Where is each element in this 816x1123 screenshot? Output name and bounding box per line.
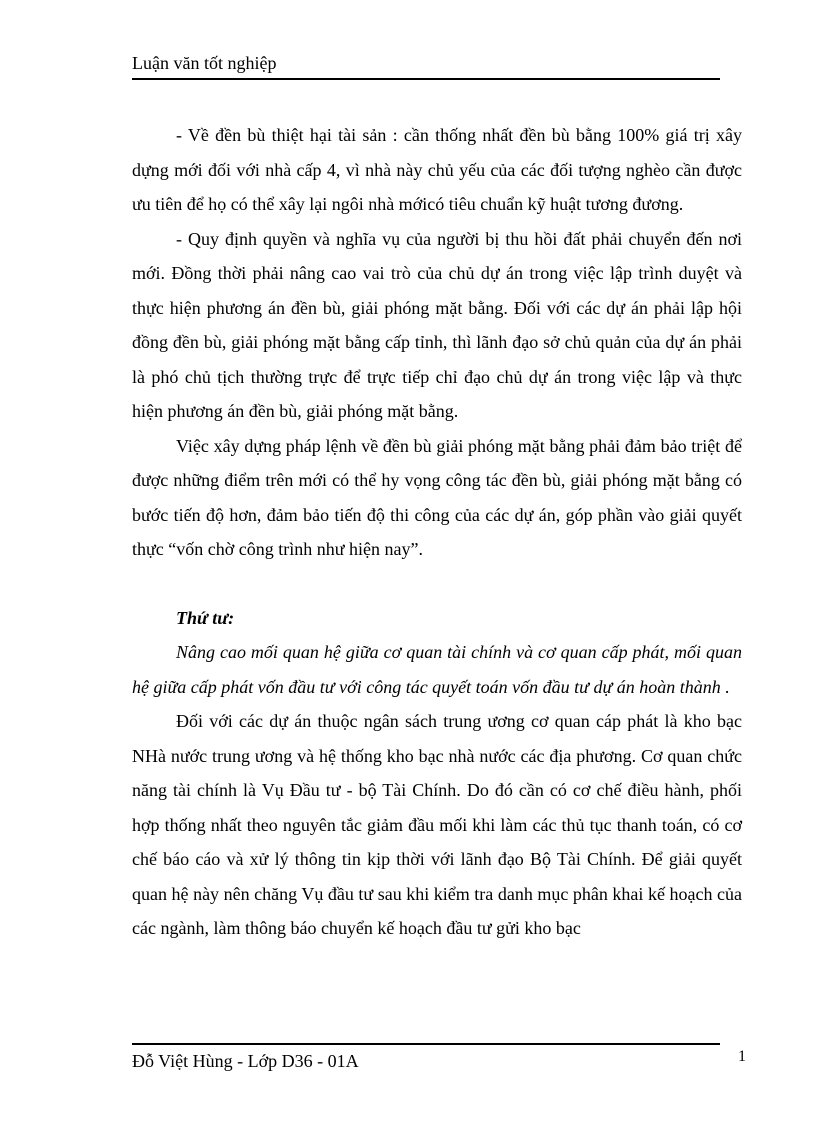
paragraph-treasury: Đối với các dự án thuộc ngân sách trung ương cơ quan cáp phát là kho bạc NHà nước trung ương và hệ thống kho bạc nhà nước các địa phương. Cơ quan chức năng tài chính là Vụ Đầu tư - bộ Tài Chính. Do đó cần có cơ chế điều hành, phối hợp thống nhất theo nguyên tắc giảm đầu mối khi làm các thủ tục thanh toán, có cơ chế báo cáo và xử lý thông tin kịp thời với lãnh đạo Bộ Tài Chính. Để giải quyết quan hệ này nên chăng Vụ đầu tư sau khi kiểm tra danh mục phân khai kế hoạch của các ngành, làm thông báo chuyển kế hoạch đầu tư gửi kho bạc xyxy=(132,711,742,938)
paragraph-compensation: - Về đền bù thiệt hại tài sản : cần thống nhất đền bù bằng 100% giá trị xây dựng mới đối với nhà cấp 4, vì nhà này chủ yếu của các đối tượng nghèo cần được ưu tiên để họ có thể xây lại ngôi nhà mớicó tiêu chuẩn kỹ huật tương đương. xyxy=(132,125,742,214)
footer-divider xyxy=(132,1043,720,1045)
paragraph-relationship: Nâng cao mối quan hệ giữa cơ quan tài chính và cơ quan cấp phát, mối quan hệ giữa cấp phát vốn đầu tư với công tác quyết toán vốn đầu tư dự án hoàn thành . xyxy=(132,642,742,697)
section-heading: Thứ tư: xyxy=(176,607,235,628)
paragraph-ordinance: Việc xây dựng pháp lệnh về đền bù giải phóng mặt bằng phải đảm bảo triệt để được những điểm trên mới có thể hy vọng công tác đền bù, giải phóng mặt bằng có bước tiến độ hơn, đảm bảo tiến độ thi công của các dự án, góp phần vào giải quyết thực “vốn chờ công trình như hiện nay”. xyxy=(132,435,742,559)
page-number: 1 xyxy=(738,1048,746,1065)
document-body xyxy=(132,118,742,946)
paragraph-rights-obligations: - Quy định quyền và nghĩa vụ của người bị thu hồi đất phải chuyển đến nơi mới. Đồng thời phải nâng cao vai trò của chủ dự án trong việc lập trình duyệt và thực hiện phương án đền bù, giải phóng mặt bằng. Đối với các dự án phải lập hội đồng đền bù, giải phóng mặt bằng cấp tỉnh, thì lãnh đạo sở chủ quản của dự án phải là phó chủ tịch thường trực để trực tiếp chỉ đạo chủ dự án trong việc lập và thực hiện phương án đền bù, giải phóng mặt bằng. xyxy=(132,228,742,421)
footer-author: Đỗ Việt Hùng - Lớp D36 - 01A xyxy=(132,1051,359,1071)
page-header xyxy=(132,52,720,80)
header-title: Luận văn tốt nghiệp xyxy=(132,53,277,73)
